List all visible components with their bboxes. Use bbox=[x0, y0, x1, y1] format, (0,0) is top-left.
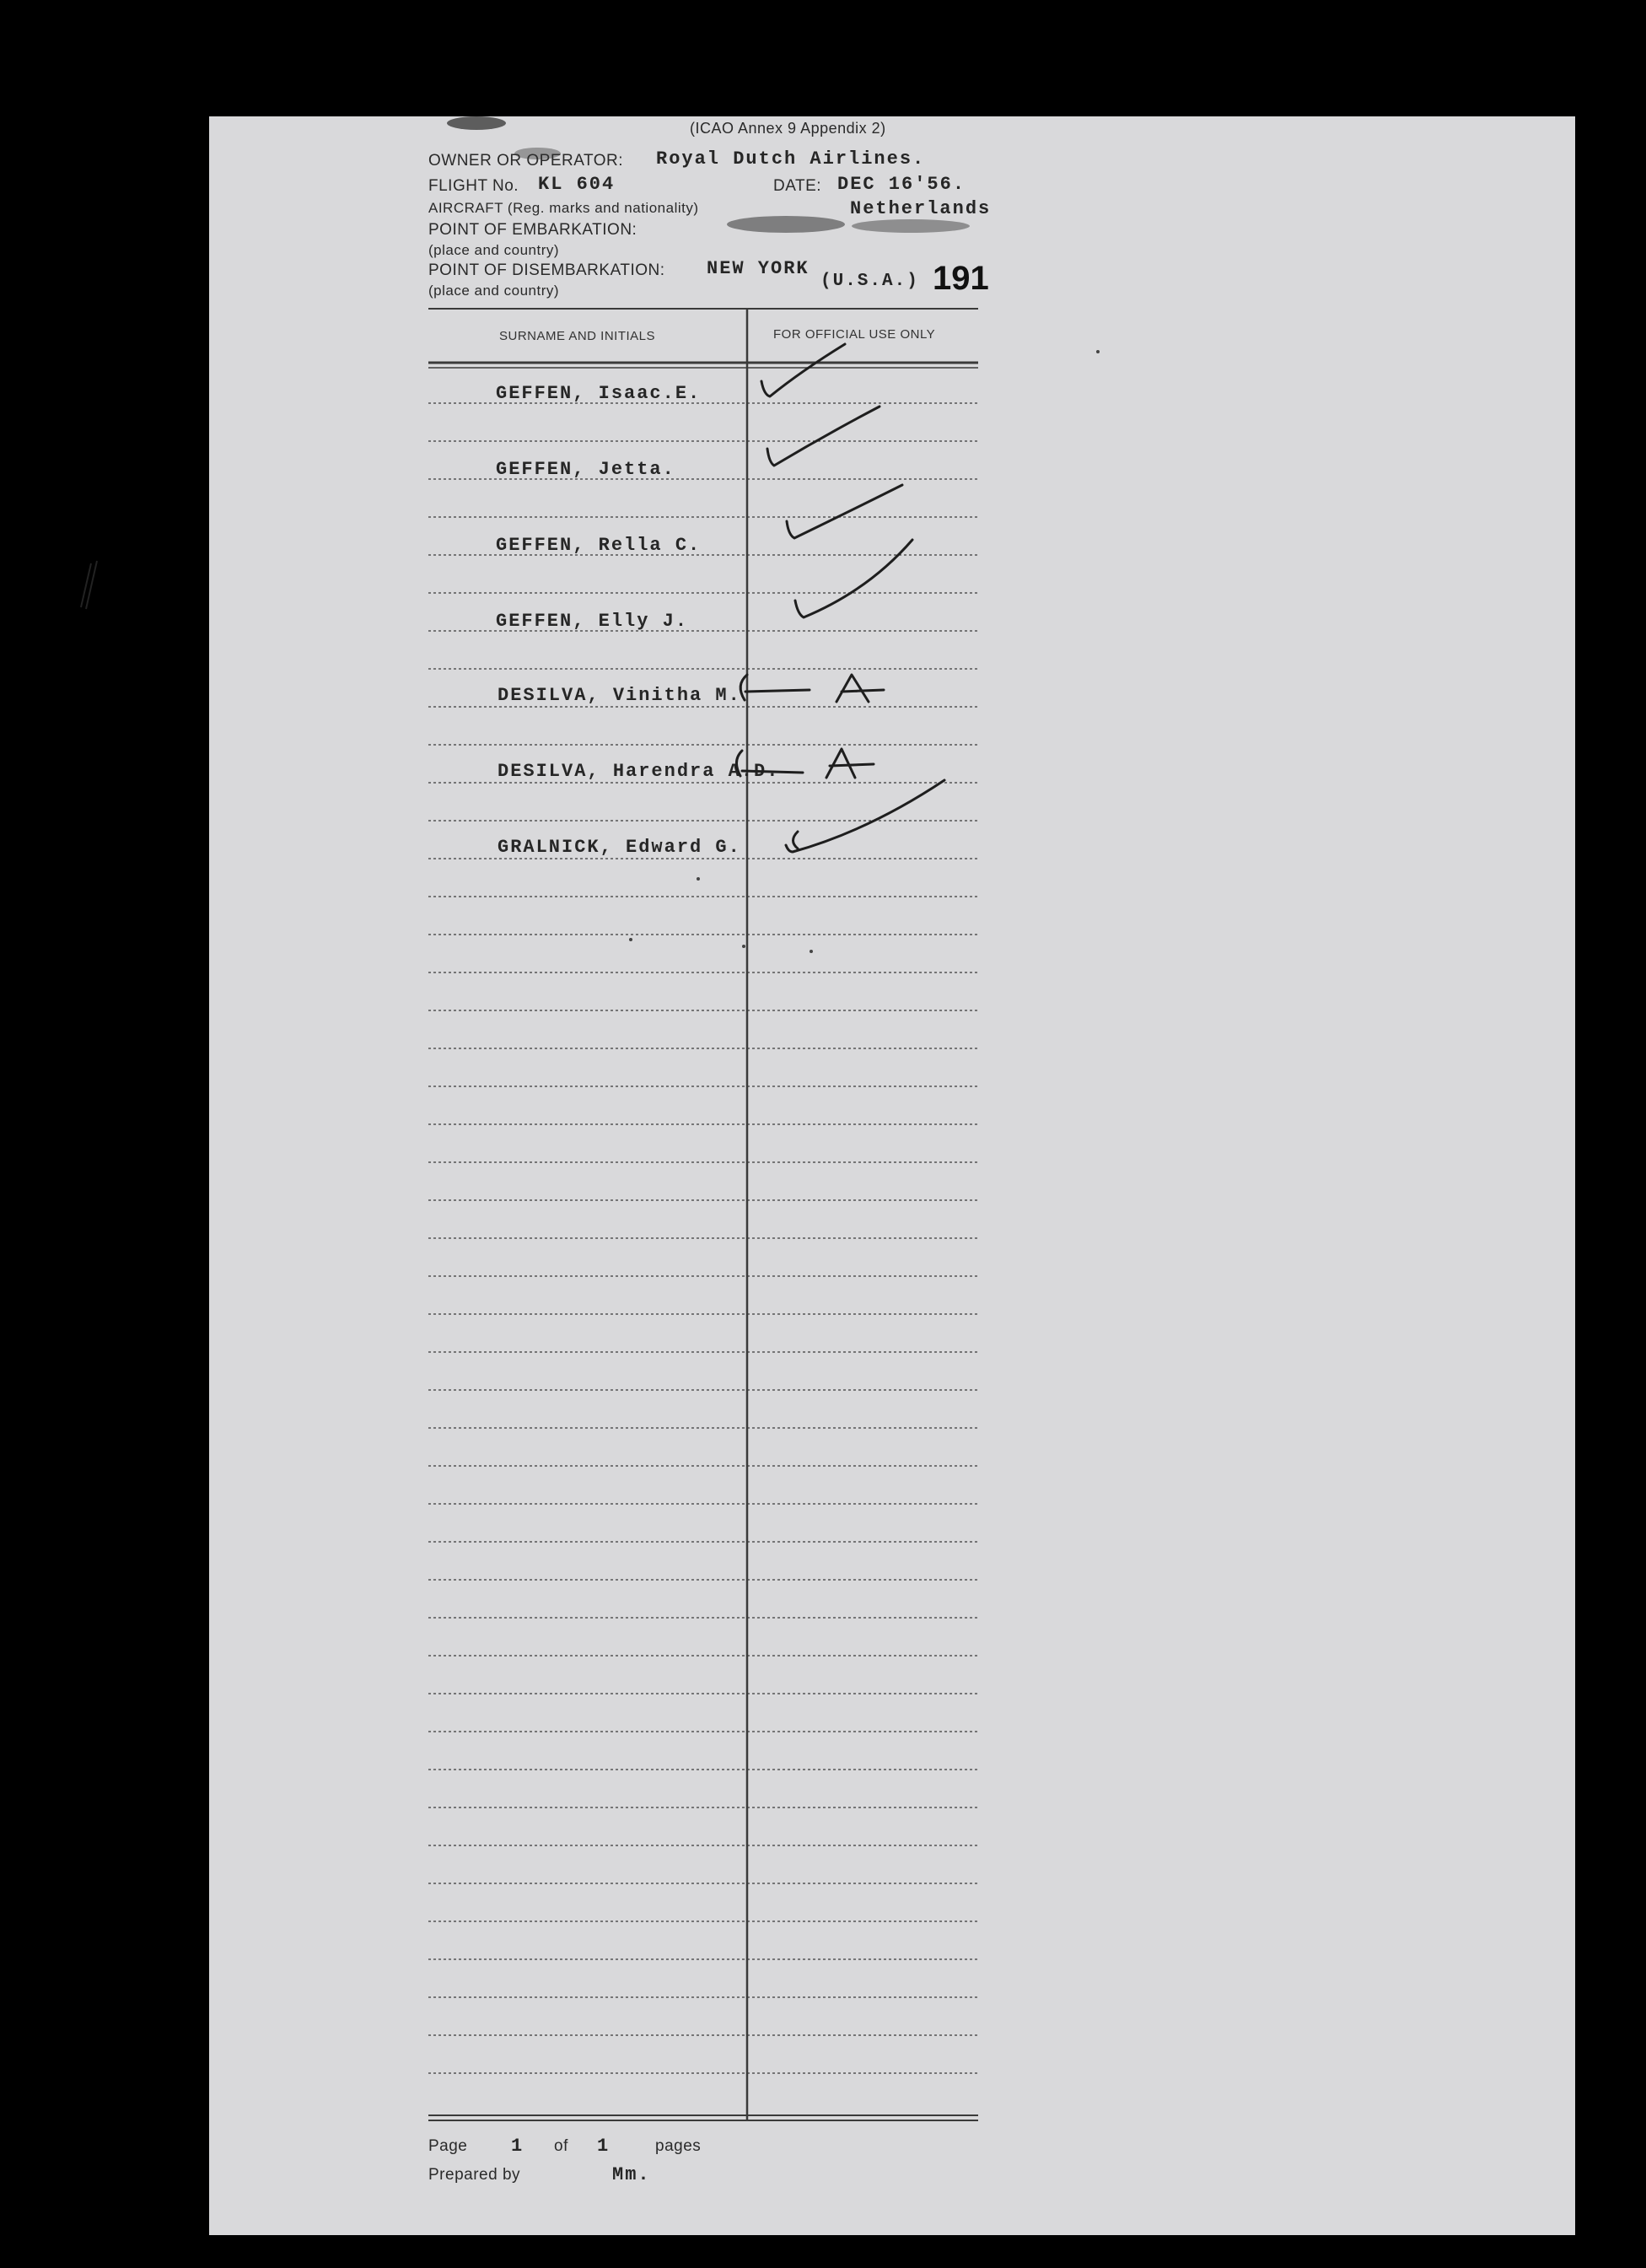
speck bbox=[697, 877, 700, 881]
bracket bbox=[793, 832, 799, 848]
owner-value: Royal Dutch Airlines. bbox=[656, 148, 926, 170]
stamp-smudge bbox=[727, 216, 845, 233]
strike-line bbox=[742, 771, 803, 773]
annex-reference: (ICAO Annex 9 Appendix 2) bbox=[690, 120, 886, 137]
bracket bbox=[736, 751, 742, 776]
speck bbox=[629, 938, 632, 941]
date-label: DATE: bbox=[773, 177, 822, 195]
stamp-number: 191 bbox=[933, 260, 989, 297]
disembarkation-sub: (place and country) bbox=[428, 283, 560, 299]
owner-label: OWNER OR OPERATOR: bbox=[428, 152, 624, 170]
stamp-smudge bbox=[852, 219, 970, 233]
scratch-mark bbox=[81, 561, 97, 609]
check-mark bbox=[795, 540, 912, 617]
disembarkation-country: (U.S.A.) bbox=[820, 272, 919, 291]
strike-line bbox=[745, 690, 810, 692]
passenger-name: GEFFEN, Isaac.E. bbox=[496, 383, 702, 404]
col-surname: SURNAME AND INITIALS bbox=[499, 329, 656, 343]
date-value: DEC 16'56. bbox=[837, 174, 966, 195]
bracket bbox=[740, 675, 747, 700]
speck bbox=[742, 945, 745, 948]
check-mark bbox=[786, 780, 944, 852]
aircraft-label: AIRCRAFT (Reg. marks and nationality) bbox=[428, 200, 699, 216]
aircraft-value: Netherlands bbox=[850, 198, 992, 219]
total-pages-value: 1 bbox=[597, 2136, 611, 2157]
prepared-label: Prepared by bbox=[428, 2166, 521, 2184]
flight-label: FLIGHT No. bbox=[428, 177, 519, 195]
flight-value: KL 604 bbox=[538, 174, 616, 195]
col-official: FOR OFFICIAL USE ONLY bbox=[773, 327, 936, 342]
passenger-name: GEFFEN, Elly J. bbox=[496, 611, 689, 632]
passenger-name: DESILVA, Harendra A.D. bbox=[498, 761, 780, 782]
passenger-name: GRALNICK, Edward G. bbox=[498, 837, 741, 858]
passenger-name: GEFFEN, Rella C. bbox=[496, 535, 702, 556]
passenger-name: DESILVA, Vinitha M. bbox=[498, 685, 741, 706]
disembarkation-label: POINT OF DISEMBARKATION: bbox=[428, 261, 665, 279]
passenger-name: GEFFEN, Jetta. bbox=[496, 459, 675, 480]
prepared-value: Mm. bbox=[612, 2164, 651, 2185]
stamp-smudge bbox=[514, 148, 561, 159]
pages-label: pages bbox=[655, 2137, 702, 2155]
check-mark bbox=[787, 485, 902, 538]
speck bbox=[810, 950, 813, 953]
disembarkation-value: NEW YORK bbox=[707, 258, 810, 279]
speck bbox=[1096, 350, 1100, 353]
letter-a-mark bbox=[836, 675, 884, 702]
page-value: 1 bbox=[511, 2136, 524, 2157]
letter-a-mark bbox=[826, 749, 874, 778]
embarkation-label: POINT OF EMBARKATION: bbox=[428, 221, 637, 239]
of-label: of bbox=[554, 2137, 568, 2155]
embarkation-sub: (place and country) bbox=[428, 242, 560, 258]
check-mark bbox=[767, 407, 879, 466]
check-mark bbox=[761, 344, 845, 396]
stamp-smudge bbox=[447, 116, 506, 130]
page-label: Page bbox=[428, 2137, 468, 2155]
